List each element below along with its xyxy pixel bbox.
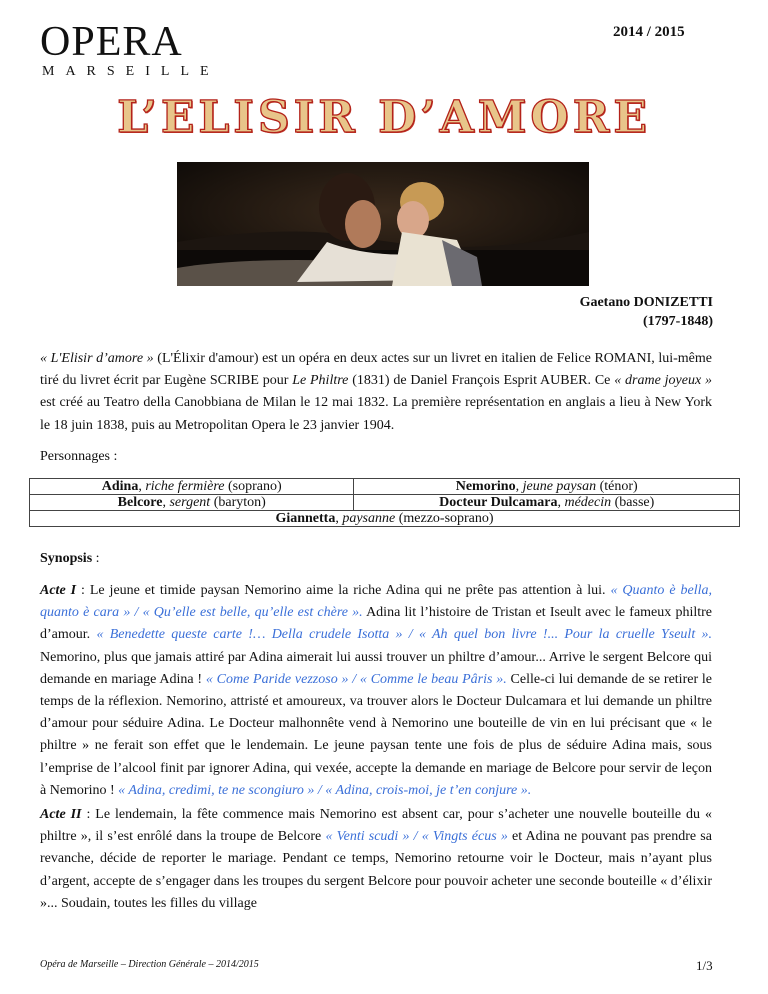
synopsis-heading: Synopsis : [40, 551, 100, 566]
act-1-aria-3: « Come Paride vezzoso » / « Comme le beau Pâris ». [205, 671, 507, 687]
cast-cell-giannetta: Giannetta, paysanne (mezzo-soprano) [30, 511, 740, 527]
logo-sub-text: MARSEILLE [42, 64, 220, 79]
act-1-label: Acte I [40, 583, 77, 598]
season-label: 2014 / 2015 [613, 24, 685, 40]
intro-work-title: Le Philtre [292, 373, 349, 389]
table-row [30, 511, 740, 527]
act-1-paragraph: Acte I : Le jeune et timide paysan Nemorino aime la riche Adina qui ne prête pas attention à lui. « Quanto è bella, quanto è cara » / « Qu’elle est belle, qu’elle est chère ». Adina lit l’histoire de Tristan et Iseult avec le fameux philtre d’amour. « Benedette queste carte !… Della crudele Isotta » / « Ah quel bon livre !... Pour la cruelle Yseult ». Nemorino, plus que jamais attiré par Adina aimerait lui aussi trouver un philtre d’amour... Arrive le sergent Belcore qui demande en mariage Adina ! « Come Paride vezzoso » / « Comme le beau Pâris ». Celle-ci lui demande de se retirer le temps de la réflexion. Nemorino, attristé et amoureux, va trouver alors le Docteur Dulcamara et lui demande un philtre d’amour pour séduire Adina. Le Docteur malhonnête vend à Nemorino une bouteille de vin en lui précisant que « le philtre » ne ferait son effet que le lendemain. Le jeune paysan tente une fois de plus de séduire Adina mais, sous l’emprise de l’alcool finit par ignorer Adina, qui vexée, accepte la demande en mariage de Belcore pour servir de leçon à Nemorino ! « Adina, credimi, te ne scongiuro » / « Adina, crois-moi, je t’en conjure ». [40, 583, 712, 798]
performance-photo [177, 162, 589, 286]
table-row [30, 495, 740, 511]
page-title: L’ELISIR D’AMORE [117, 92, 651, 143]
personnages-label: Personnages : [40, 449, 118, 464]
intro-quote-genre: « drame joyeux » [614, 373, 712, 389]
intro-paragraph [40, 348, 712, 437]
composer-block [580, 293, 713, 331]
cast-cell-belcore: Belcore, sergent (baryton) [30, 495, 354, 511]
intro-text-3: est créé au Teatro della Canobbiana de Milan le 12 mai 1832. La première représentation en anglais a lieu à New York le 18 juin 1838, puis au Metropolitan Opera le 23 janvier 1904. [40, 395, 712, 433]
composer-name: Gaetano DONIZETTI [579, 295, 713, 310]
intro-quote-title: « L'Elisir d’amore » [40, 351, 154, 366]
table-row [30, 479, 740, 495]
cast-table [29, 478, 740, 527]
intro-text-1: (L'Élixir d'amour) est un opéra en deux actes sur un livret en italien de Felice ROMANI, lui-même tiré du livret écrit par Eugène SCRIBE pour [40, 351, 712, 389]
opera-marseille-logo [40, 19, 220, 80]
act-2-label: Acte II [40, 807, 82, 822]
act-1-aria-4: « Adina, credimi, te ne scongiuro » / « Adina, crois-moi, je t’en conjure ». [118, 782, 532, 798]
act-2-paragraph: Acte II : Le lendemain, la fête commence mais Nemorino est absent car, pour s’acheter une nouvelle bouteille du « philtre », il s’est enrôlé dans la troupe de Belcore « Venti scudi » / « Vingts écus » et Adina ne pouvant pas prendre sa revanche, décide de reporter le mariage. Pendant ce temps, Nemorino retourne voir le Docteur, mais n’ayant plus d’argent, accepte de s’engager dans les troupes du sergent Belcore pour pouvoir acheter une seconde bouteille « d’élixir »... Soudain, toutes les filles du village [40, 807, 712, 911]
logo-main-text: OPERA [40, 19, 183, 65]
act-1-aria-2: « Benedette queste carte !… Della crudele Isotta » / « Ah quel bon livre !... Pour la cruelle Yseult ». [96, 627, 712, 643]
act-2-aria-1: « Venti scudi » / « Vingts écus » [325, 829, 508, 845]
intro-text-2: (1831) de Daniel François Esprit AUBER. Ce [348, 373, 615, 389]
page-footer: Opéra de Marseille – Direction Générale – 2014/2015 [40, 959, 259, 970]
page-number: 1/3 [696, 958, 713, 973]
composer-dates: (1797-1848) [643, 314, 713, 329]
cast-cell-nemorino: Nemorino, jeune paysan (ténor) [354, 479, 740, 495]
act-1-aria-1: « Quanto è bella, quanto è cara » / « Qu’elle est belle, qu’elle est chère ». [40, 583, 712, 621]
cast-cell-adina: Adina, riche fermière (soprano) [30, 479, 354, 495]
cast-cell-dulcamara: Docteur Dulcamara, médecin (basse) [354, 495, 740, 511]
